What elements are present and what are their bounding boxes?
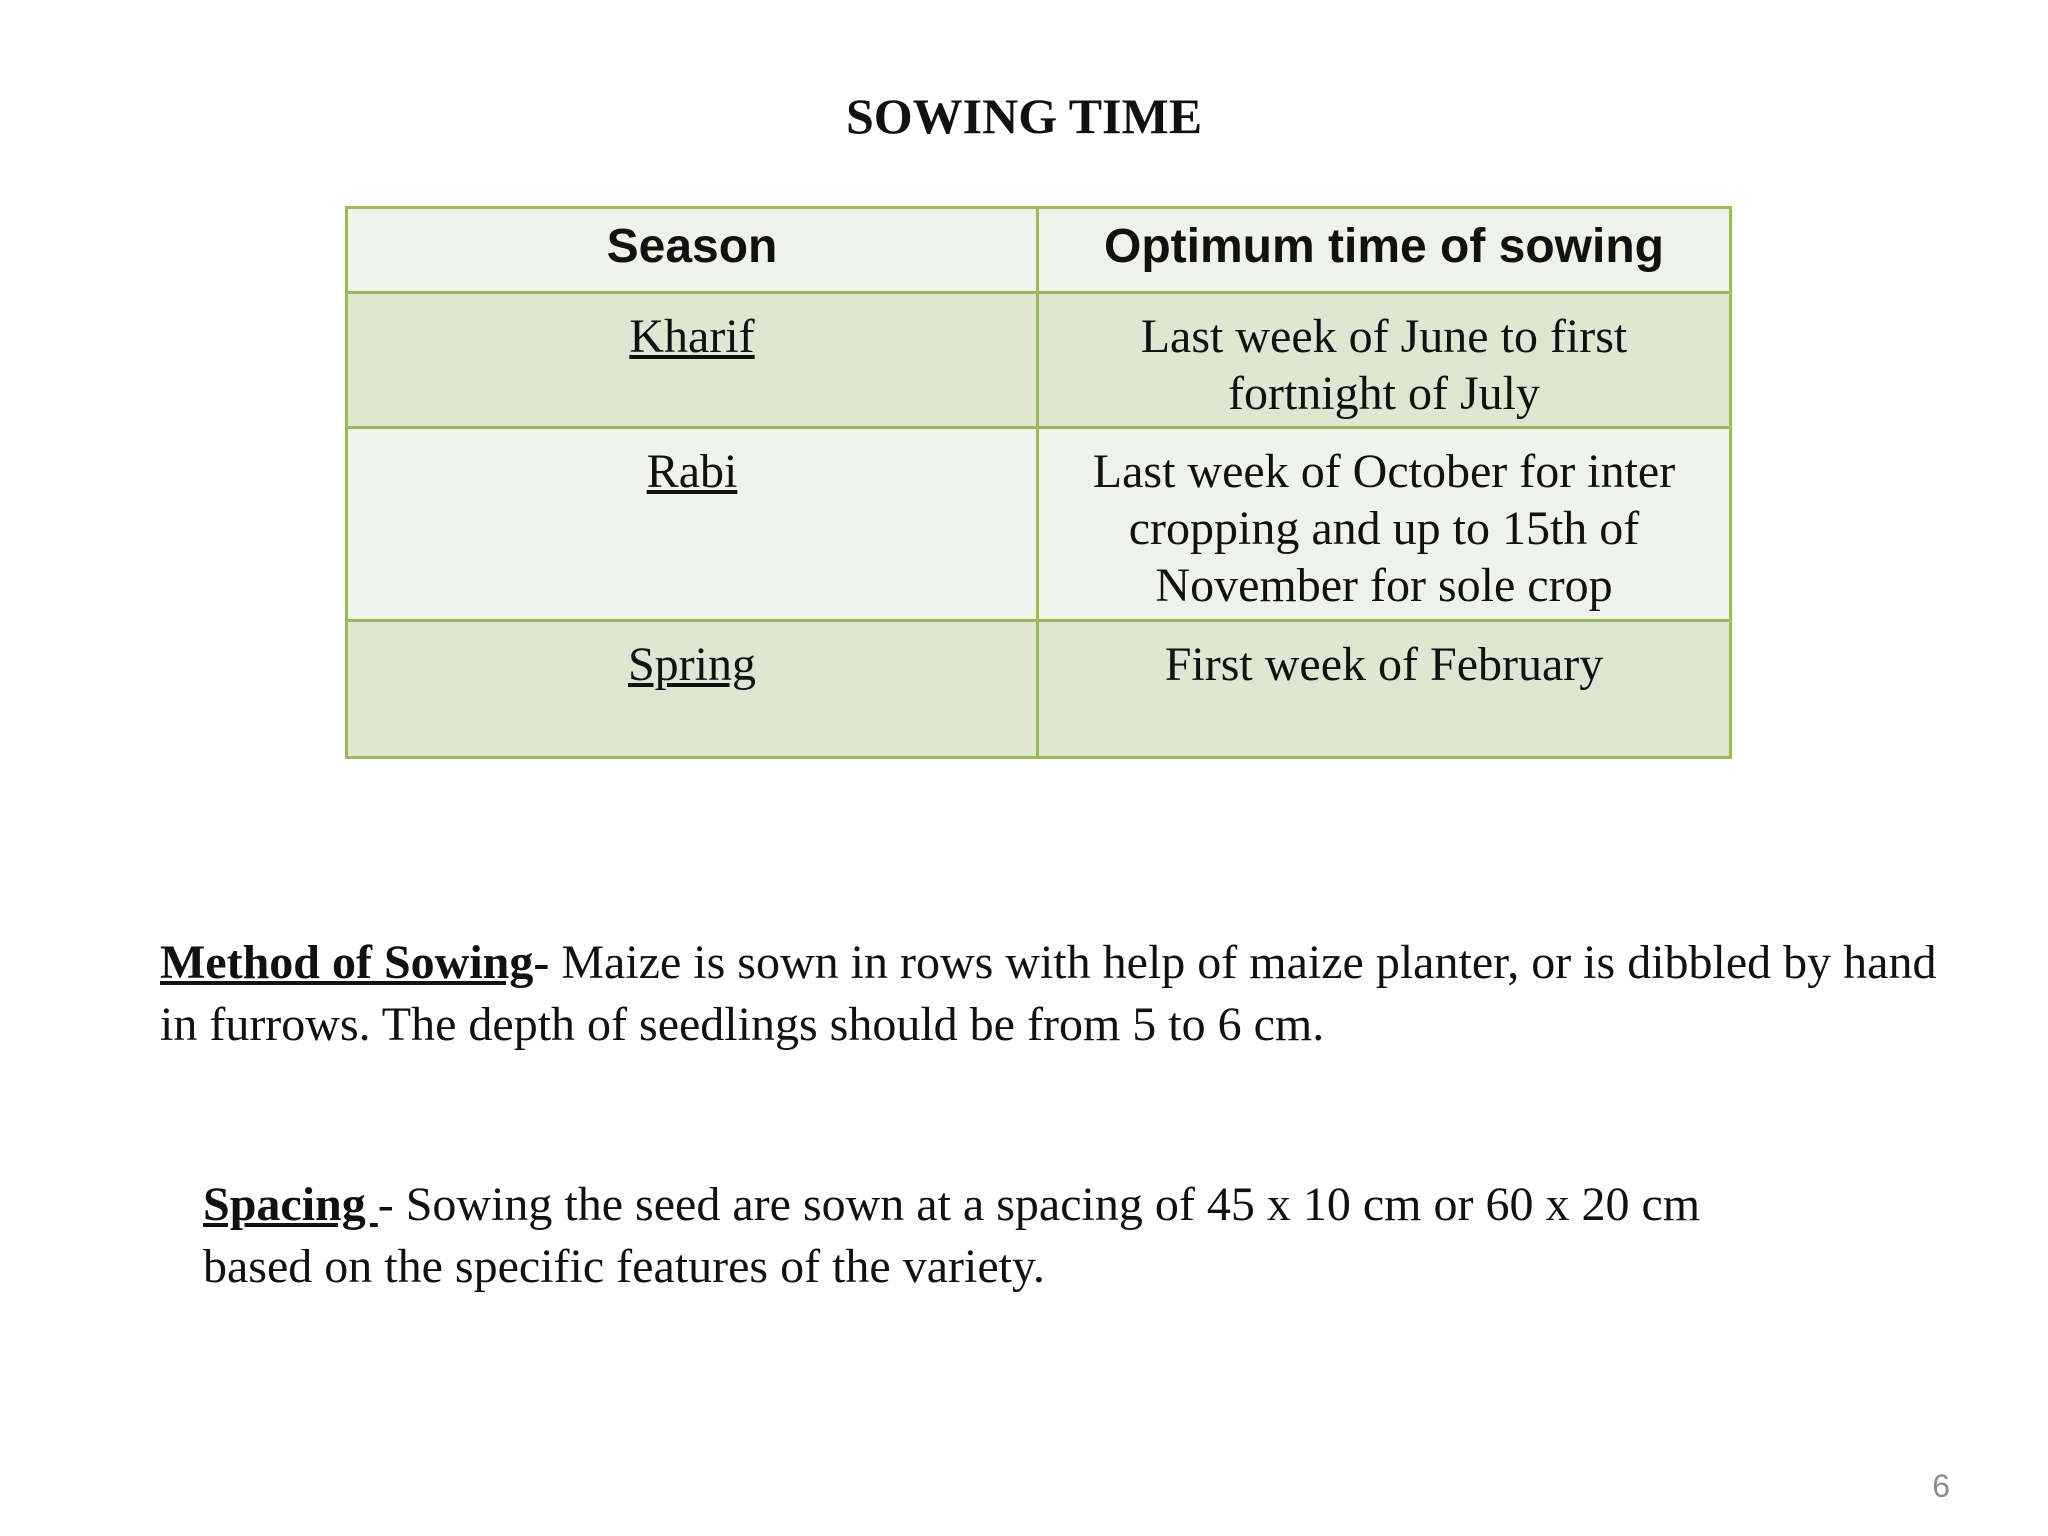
header-optimum-time: Optimum time of sowing <box>1038 208 1731 293</box>
season-name: Kharif <box>629 310 755 363</box>
time-cell: First week of February <box>1038 621 1731 758</box>
time-cell: Last week of October for inter cropping and up to 15th of November for sole crop <box>1038 428 1731 621</box>
time-cell: Last week of June to first fortnight of July <box>1038 293 1731 428</box>
header-season: Season <box>347 208 1038 293</box>
spacing-label: Spacing <box>203 1178 378 1231</box>
table-header-row <box>347 208 1731 293</box>
table-row <box>347 293 1731 428</box>
season-cell <box>347 293 1038 428</box>
season-cell <box>347 428 1038 621</box>
method-of-sowing-paragraph <box>160 932 1980 1056</box>
spacing-paragraph <box>203 1174 1803 1298</box>
spacing-text: - Sowing the seed are sown at a spacing of 45 x 10 cm or 60 x 20 cm based on the specific features of the variety. <box>203 1178 1701 1293</box>
sowing-time-table <box>345 206 1732 759</box>
season-name: Rabi <box>646 445 738 498</box>
method-dash: - <box>533 936 550 989</box>
season-cell <box>347 621 1038 758</box>
method-label: Method of Sowing <box>160 936 534 989</box>
slide-title: SOWING TIME <box>845 88 1203 144</box>
page-number: 6 <box>1932 1468 1950 1504</box>
method-text: Maize is sown in rows with help of maize planter, or is dibbled by hand in furrows. The depth of seedlings should be from 5 to 6 cm. <box>160 936 1937 1051</box>
season-name: Spring <box>627 638 756 691</box>
table-row <box>347 428 1731 621</box>
table-row <box>347 621 1731 758</box>
